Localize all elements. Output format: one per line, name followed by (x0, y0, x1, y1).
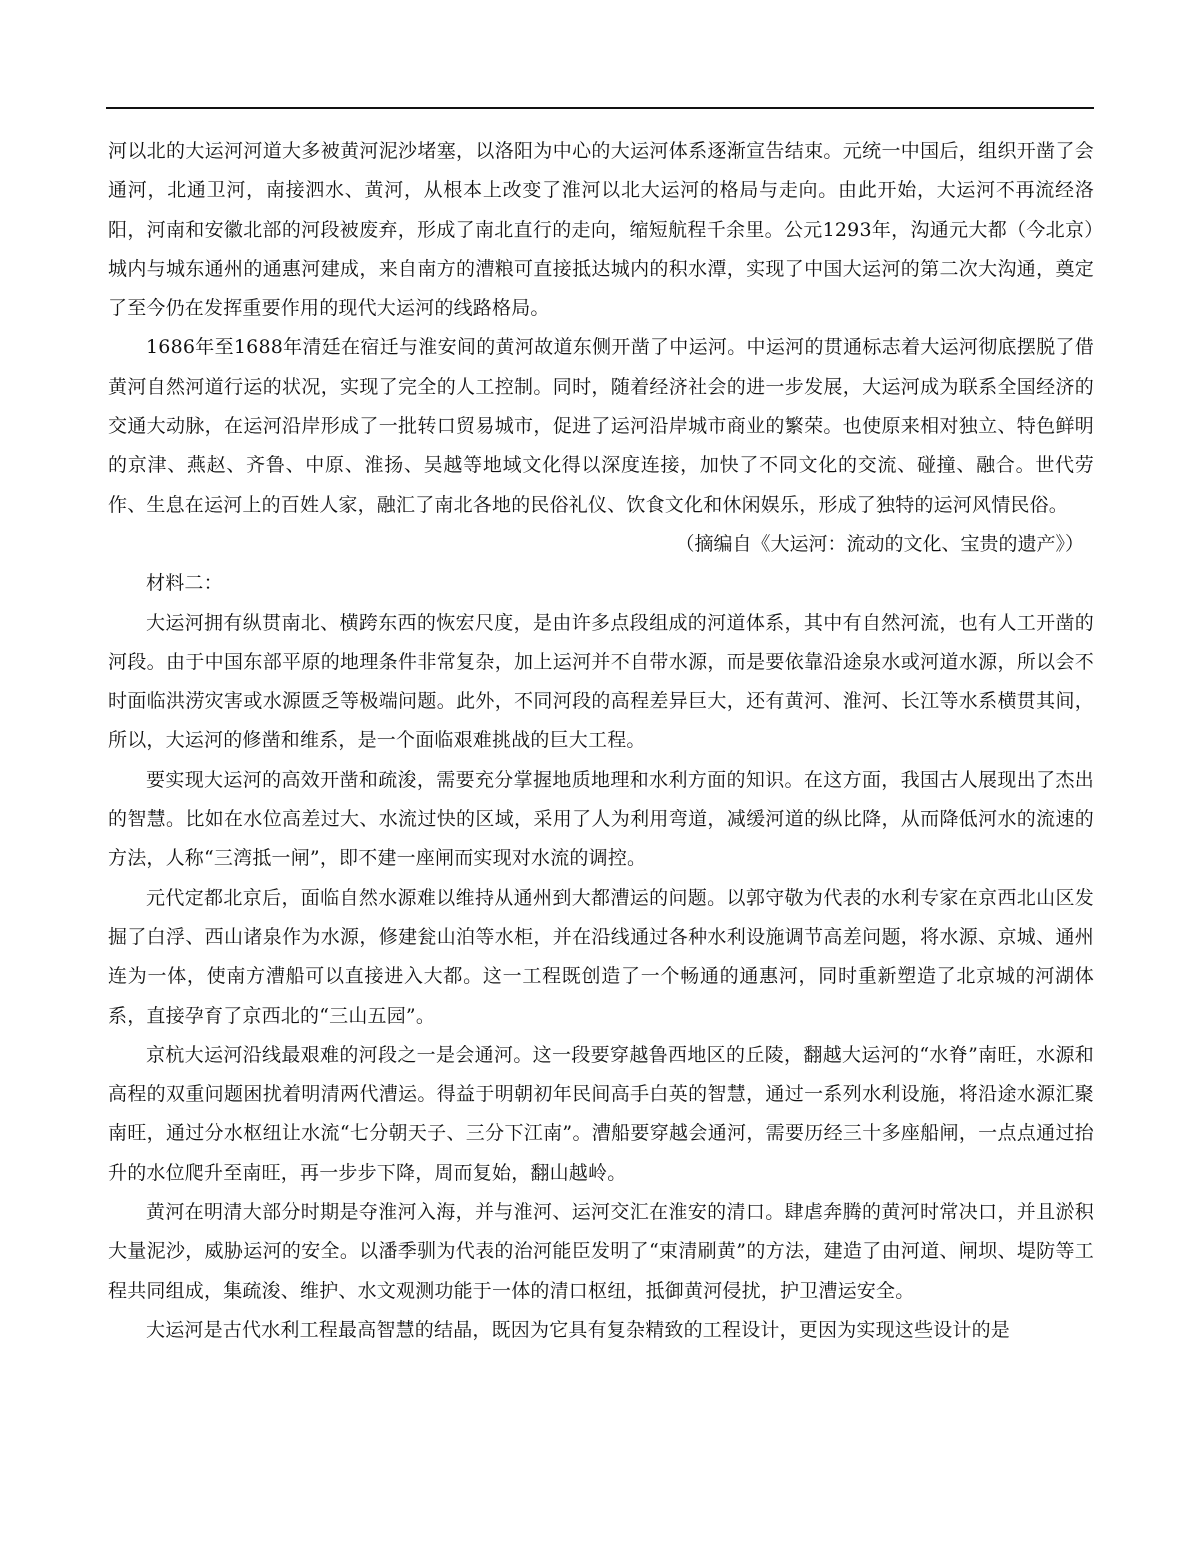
paragraph-middle-canal-qing: 1686年至1688年清廷在宿迁与淮安间的黄河故道东侧开凿了中运河。中运河的贯通标志着大运河彻底摆脱了借黄河自然河道行运的状况，实现了完全的人工控制。同时，随着经济社会的进一步发展，大运河成为联系全国经济的交通大动脉，在运河沿岸形成了一批转口贸易城市，促进了运河沿岸城市商业的繁荣。也使原来相对独立、特色鲜明的京津、燕赵、齐鲁、中原、淮扬、吴越等地域文化得以深度连接，加快了不同文化的交流、碰撞、融合。世代劳作、生息在运河上的百姓人家，融汇了南北各地的民俗礼仪、饮食文化和休闲娱乐，形成了独特的运河风情民俗。 (108, 336, 1094, 516)
paragraph-qingkou-hub: 黄河在明清大部分时期是夺淮河入海，并与淮河、运河交汇在淮安的清口。肆虐奔腾的黄河时常决口，并且淤积大量泥沙，威胁运河的安全。以潘季驯为代表的治河能臣发明了“束清刷黄”的方法，建造了由河道、闸坝、堤防等工程共同组成，集疏浚、维护、水文观测功能于一体的清口枢纽，抵御黄河侵扰，护卫漕运安全。 (108, 1201, 1094, 1302)
paragraph-canal-shift-yuan: 河以北的大运河河道大多被黄河泥沙堵塞，以洛阳为中心的大运河体系逐渐宣告结束。元统一中国后，组织开凿了会通河，北通卫河，南接泗水、黄河，从根本上改变了淮河以北大运河的格局与走向。由此开始，大运河不再流经洛阳，河南和安徽北部的河段被废弃，形成了南北直行的走向，缩短航程千余里。公元1293年，沟通元大都（今北京）城内与城东通州的通惠河建成，来自南方的漕粮可直接抵达城内的积水潭，实现了中国大运河的第二次大沟通，奠定了至今仍在发挥重要作用的现代大运河的线路格局。 (108, 140, 1094, 320)
paragraph-canal-scale: 大运河拥有纵贯南北、横跨东西的恢宏尺度，是由许多点段组成的河道体系，其中有自然河流，也有人工开凿的河段。由于中国东部平原的地理条件非常复杂，加上运河并不自带水源，而是要依靠沿途泉水或河道水源，所以会不时面临洪涝灾害或水源匮乏等极端问题。此外，不同河段的高程差异巨大，还有黄河、淮河、长江等水系横贯其间，所以，大运河的修凿和维系，是一个面临艰难挑战的巨大工程。 (108, 611, 1094, 752)
paragraph-dredging-wisdom: 要实现大运河的高效开凿和疏浚，需要充分掌握地质地理和水利方面的知识。在这方面，我国古人展现出了杰出的智慧。比如在水位高差过大、水流过快的区域，采用了人为利用弯道，减缓河道的纵比降，从而降低河水的流速的方法，人称“三湾抵一闸”，即不建一座闸而实现对水流的调控。 (108, 768, 1094, 870)
document-body (108, 132, 1094, 1350)
paragraph-guo-shoujing: 元代定都北京后，面临自然水源难以维持从通州到大都漕运的问题。以郭守敬为代表的水利专家在京西北山区发掘了白浮、西山诸泉作为水源，修建瓮山泊等水柜，并在沿线通过各种水利设施调节高差问题，将水源、京城、通州连为一体，使南方漕船可以直接进入大都。这一工程既创造了一个畅通的通惠河，同时重新塑造了北京城的河湖体系，直接孕育了京西北的“三山五园”。 (108, 886, 1094, 1027)
section-heading-material-two: 材料二： (146, 572, 223, 595)
source-citation: （摘编自《大运河：流动的文化、宝贵的遗产》） (675, 532, 1084, 555)
paragraph-engineering-wisdom: 大运河是古代水利工程最高智慧的结晶，既因为它具有复杂精致的工程设计，更因为实现这些设计的是 (146, 1318, 1011, 1341)
header-rule (106, 107, 1094, 109)
paragraph-huitong-river: 京杭大运河沿线最艰难的河段之一是会通河。这一段要穿越鲁西地区的丘陵，翻越大运河的“水脊”南旺，水源和高程的双重问题困扰着明清两代漕运。得益于明朝初年民间高手白英的智慧，通过一系列水利设施，将沿途水源汇聚南旺，通过分水枢纽让水流“七分朝天子、三分下江南”。漕船要穿越会通河，需要历经三十多座船闸，一点点通过抬升的水位爬升至南旺，再一步步下降，周而复始，翻山越岭。 (108, 1043, 1094, 1184)
